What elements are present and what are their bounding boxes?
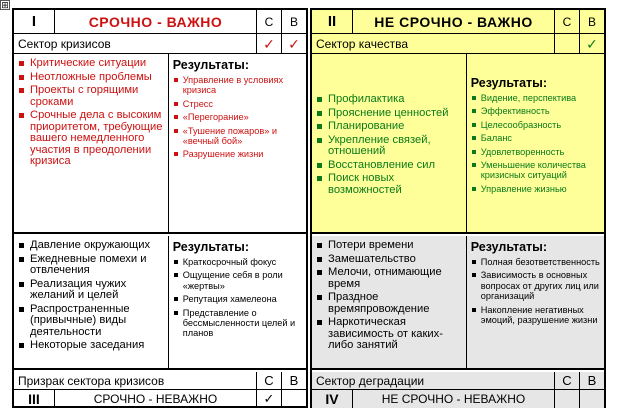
q2-results-title: Результаты: <box>470 76 547 90</box>
q2-items-item: Прояснение ценностей <box>316 108 463 120</box>
q2-title: НЕ СРОЧНО - ВАЖНО <box>353 10 555 33</box>
q3-results-title: Результаты: <box>172 240 249 254</box>
q2-sector-name: Сектор качества <box>312 34 555 53</box>
q1-items-item: Неотложные проблемы <box>18 72 165 84</box>
q1-results-title: Результаты: <box>172 58 249 72</box>
q3-results <box>169 236 306 368</box>
q2-items-item: Поиск новых возможностей <box>316 173 463 196</box>
q2-items-item: Укрепление связей, отношений <box>316 135 463 158</box>
q3-items-item: Ежедневные помехи и отвлечения <box>18 254 165 277</box>
q1-results-item: Разрушение жизни <box>173 149 303 159</box>
q1-sector-name: Сектор кризисов <box>14 34 257 53</box>
q1-results-item: «Тушение пожаров» и «вечный бой» <box>173 126 303 147</box>
q2-results-item: Эффективность <box>471 106 601 116</box>
q4-results-title: Результаты: <box>470 240 547 254</box>
move-anchor-icon[interactable]: ⊞ <box>1 0 9 10</box>
q4-results-item: Полная безответственность <box>471 257 601 267</box>
q1-items-item: Критические ситуации <box>18 58 165 70</box>
q3-items <box>14 236 169 368</box>
q4-v-label: В <box>587 373 597 388</box>
q4-results-item: Зависимость в основных вопросах от других лиц или организаций <box>471 270 601 301</box>
q4-sector-name: Сектор деградации <box>312 372 555 389</box>
q3-results-item: Ощущение себя в роли «жертвы» <box>173 270 303 291</box>
q2-c-label: С <box>555 10 580 33</box>
q4-c-label: С <box>555 372 580 389</box>
q2-body <box>312 54 604 234</box>
q1-header <box>14 10 306 34</box>
q4-number: IV <box>312 390 353 408</box>
q4-results <box>467 236 604 368</box>
q2-items <box>312 54 467 232</box>
q1-results-item: «Перегорание» <box>173 112 303 122</box>
q4-sector-row <box>312 372 604 390</box>
right-column <box>310 8 606 408</box>
q1-c-check-icon: ✓ <box>257 34 282 53</box>
q4-items-item: Потери времени <box>316 240 463 252</box>
q2-header <box>312 10 604 34</box>
q3-c-check-icon: ✓ <box>257 390 282 408</box>
q2-results-item: Видение, перспектива <box>471 93 601 103</box>
q4-items-item: Праздное времяпровождение <box>316 292 463 315</box>
q3-items-item: Некоторые заседания <box>18 340 165 352</box>
q3-header <box>14 390 306 408</box>
q1-results-item: Управление в условиях кризиса <box>173 75 303 96</box>
q1-items <box>14 54 169 232</box>
q2-results-item: Уменьшение количества кризисных ситуаций <box>471 160 601 181</box>
q2-items-item: Восстановление сил <box>316 160 463 172</box>
q4-items-item: Мелочи, отнимающие время <box>316 267 463 290</box>
q1-body <box>14 54 306 234</box>
q3-body <box>14 236 306 370</box>
q3-v-label: В <box>289 373 299 388</box>
q4-c-cell <box>555 390 580 408</box>
q4-items-item: Замешательство <box>316 254 463 266</box>
q3-items-item: Распространенные (привычные) виды деятельности <box>18 304 165 339</box>
q3-v-cell <box>282 390 306 408</box>
q1-c-label: С <box>257 10 282 33</box>
q4-items <box>312 236 467 368</box>
q4-results-item: Накопление негативных эмоций, разрушение жизни <box>471 305 601 326</box>
q2-results-item: Удовлетворенность <box>471 147 601 157</box>
q2-results-item: Целесообразность <box>471 120 601 130</box>
eisenhower-matrix <box>12 8 615 408</box>
left-column <box>12 8 308 408</box>
q1-title: СРОЧНО - ВАЖНО <box>55 10 257 33</box>
q2-results-item: Баланс <box>471 133 601 143</box>
q4-items-item: Наркотическая зависимость от каких-либо занятий <box>316 317 463 352</box>
q2-v-check-icon: ✓ <box>586 36 598 52</box>
q2-c-check-cell <box>555 34 580 53</box>
q4-title: НЕ СРОЧНО - НЕВАЖНО <box>353 390 555 408</box>
q2-items-item: Профилактика <box>316 94 463 106</box>
q3-title: СРОЧНО - НЕВАЖНО <box>55 390 257 408</box>
q1-number: I <box>14 10 55 33</box>
q1-sector-row <box>14 34 306 54</box>
q2-sector-row <box>312 34 604 54</box>
q1-results <box>169 54 306 232</box>
q3-items-item: Реализация чужих желаний и целей <box>18 279 165 302</box>
q3-sector-row <box>14 372 306 390</box>
q1-v-check-icon: ✓ <box>288 36 300 52</box>
q4-v-cell <box>580 390 604 408</box>
q3-c-label: С <box>257 372 282 389</box>
q3-number: III <box>14 390 55 408</box>
q1-items-item: Срочные дела с высоким приоритетом, требующие вашего немедленного участия в преодолении кризиса <box>18 110 165 168</box>
q1-results-item: Стресс <box>173 99 303 109</box>
q3-results-item: Представление о бессмысленности целей и планов <box>173 308 303 339</box>
q2-number: II <box>312 10 353 33</box>
q2-results <box>467 54 604 232</box>
q2-results-item: Управление жизнью <box>471 184 601 194</box>
q3-sector-name: Призрак сектора кризисов <box>14 372 257 389</box>
q4-body <box>312 236 604 370</box>
q1-v-label: В <box>289 15 298 29</box>
q2-v-label: В <box>587 15 596 29</box>
q3-results-item: Краткосрочный фокус <box>173 257 303 267</box>
q1-items-item: Проекты с горящими сроками <box>18 85 165 108</box>
q3-results-item: Репутация хамелеона <box>173 294 303 304</box>
q3-items-item: Давление окружающих <box>18 240 165 252</box>
q2-items-item: Планирование <box>316 121 463 133</box>
q4-header <box>312 390 604 408</box>
